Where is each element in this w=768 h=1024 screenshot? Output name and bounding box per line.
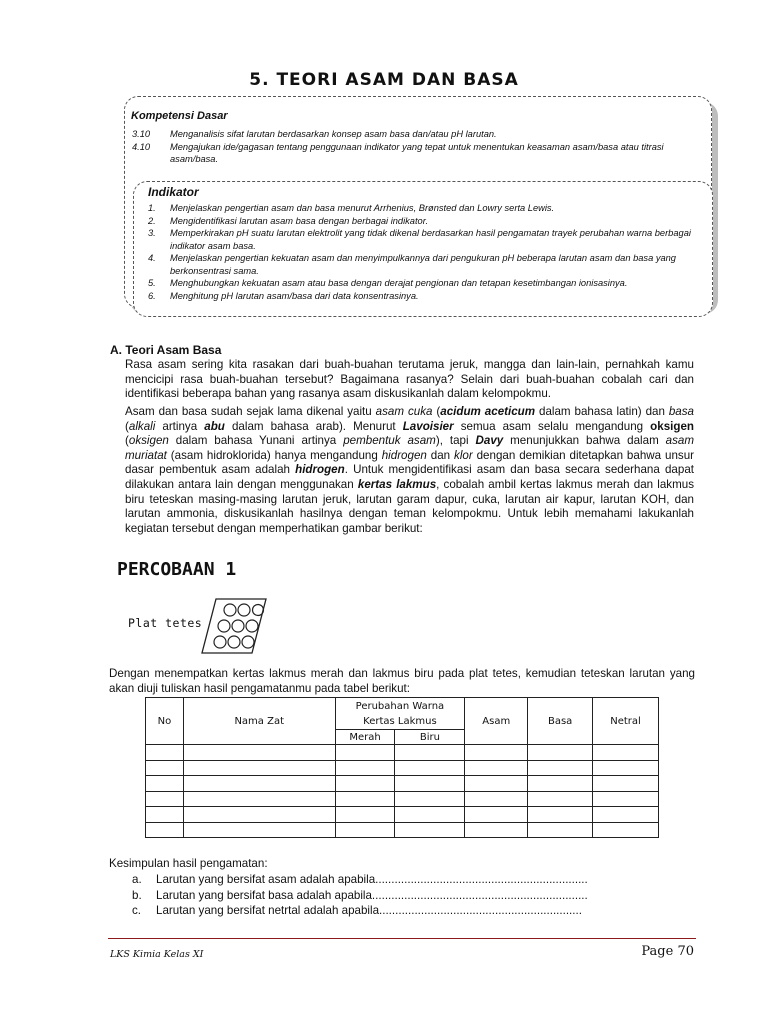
table-cell[interactable]: [528, 822, 593, 838]
indikator-item: [148, 252, 696, 277]
table-cell[interactable]: [395, 791, 465, 807]
table-cell[interactable]: [146, 807, 184, 823]
text-run: klor: [454, 448, 473, 462]
table-cell[interactable]: [183, 776, 335, 792]
table-cell[interactable]: [528, 760, 593, 776]
section-a-heading: A. Teori Asam Basa: [110, 343, 222, 357]
table-cell[interactable]: [593, 822, 659, 838]
table-cell[interactable]: [593, 807, 659, 823]
table-cell[interactable]: [335, 822, 395, 838]
table-cell[interactable]: [335, 776, 395, 792]
col-no: No: [146, 698, 184, 745]
indikator-text: Menjelaskan pengertian asam dan basa menurut Arrhenius, Brønsted dan Lowry serta Lewis.: [170, 203, 555, 213]
section-a-paragraph-2: [125, 405, 694, 536]
table-cell[interactable]: [183, 791, 335, 807]
text-run: , cobalah ambil kertas lakmus merah dan lakmus biru teteskan masing-masing larutan jeruk, larutan garam dapur, cuka, larutan air kapur, larutan KOH, dan larutan ammonia, diskusikanlah hasilnya dengan teman kelompokmu. Untuk lebih memahami lakukanlah kegiatan tersebut dengan memperhatikan gambar berikut:: [125, 477, 695, 535]
page-title: 5. TEORI ASAM DAN BASA: [249, 70, 519, 90]
table-cell[interactable]: [465, 807, 528, 823]
indikator-text: Menjelaskan pengertian kekuatan asam dan menyimpulkannya dari pengukuran pH beberapa larutan asam dan basa yang berkonsentrasi sama.: [170, 253, 676, 276]
kompetensi-item: [132, 128, 697, 141]
table-row: [146, 776, 659, 792]
indikator-num: 2.: [148, 215, 156, 226]
text-run: (: [432, 405, 441, 418]
kesimpulan-item: [132, 872, 588, 888]
table-cell[interactable]: [465, 791, 528, 807]
table-cell[interactable]: [183, 807, 335, 823]
kesimpulan-letter: a.: [132, 873, 142, 886]
table-cell[interactable]: [528, 791, 593, 807]
table-row: [146, 822, 659, 838]
kesimpulan-heading: Kesimpulan hasil pengamatan:: [109, 857, 268, 870]
indikator-text: Memperkirakan pH suatu larutan elektrolit yang tidak dikenal berdasarkan hasil pengamatan trayek perubahan warna berbagai indikator asam basa.: [170, 228, 691, 251]
table-row: [146, 807, 659, 823]
table-cell[interactable]: [146, 776, 184, 792]
table-cell[interactable]: [335, 745, 395, 761]
observation-table: [145, 697, 659, 838]
indikator-list: [148, 202, 696, 302]
percobaan-heading: PERCOBAAN 1: [117, 559, 237, 580]
plat-tetes-label: Plat tetes: [128, 616, 203, 630]
kompetensi-text: Mengajukan ide/gagasan tentang penggunaan indikator yang tepat untuk menentukan keasaman asam/basa atau titrasi asam/basa.: [170, 141, 664, 164]
text-run: artinya: [155, 419, 205, 433]
kompetensi-num: 4.10: [132, 141, 151, 152]
text-run: Davy: [475, 434, 504, 448]
table-cell[interactable]: [593, 776, 659, 792]
col-nama-zat: Nama Zat: [183, 698, 335, 745]
kesimpulan-text: Larutan yang bersifat netrtal adalah apabila...............................................................: [156, 904, 582, 917]
col-basa: Basa: [528, 698, 593, 745]
page-number: Page 70: [641, 944, 694, 959]
text-run: menunjukkan bahwa dalam: [503, 434, 666, 448]
table-cell[interactable]: [183, 760, 335, 776]
indikator-num: 1.: [148, 203, 156, 213]
perubahan-line-1: Perubahan Warna: [355, 700, 445, 712]
kesimpulan-list: [132, 872, 588, 919]
kesimpulan-text: Larutan yang bersifat asam adalah apabila..................................................................: [156, 873, 588, 886]
indikator-num: 6.: [148, 290, 156, 301]
table-cell[interactable]: [593, 745, 659, 761]
table-cell[interactable]: [395, 745, 465, 761]
perubahan-line-2: Kertas Lakmus: [363, 715, 437, 727]
text-run: dalam bahasa latin) dan: [535, 405, 669, 418]
table-cell[interactable]: [335, 791, 395, 807]
indikator-item: [148, 290, 696, 303]
text-run: ), tapi: [435, 434, 476, 448]
text-run: dalam bahasa arab). Menurut: [224, 419, 403, 433]
kesimpulan-item: [132, 903, 588, 919]
text-run: dan: [426, 448, 455, 462]
kompetensi-num: 3.10: [132, 129, 151, 139]
kompetensi-item: [132, 141, 697, 166]
plat-tetes-diagram: [200, 597, 270, 657]
text-run: asam muriatat: [125, 434, 695, 462]
table-cell[interactable]: [465, 776, 528, 792]
indikator-heading: Indikator: [148, 185, 199, 199]
kompetensi-heading: Kompetensi Dasar: [131, 110, 228, 122]
table-cell[interactable]: [395, 822, 465, 838]
indikator-item: [148, 277, 696, 290]
table-row: [146, 745, 659, 761]
text-run: alkali: [128, 419, 156, 433]
footer-rule: [108, 938, 696, 939]
kompetensi-list: [132, 128, 697, 166]
indikator-num: 3.: [148, 228, 156, 238]
table-cell[interactable]: [465, 822, 528, 838]
text-run: pembentuk asam: [343, 434, 436, 448]
col-asam: Asam: [465, 698, 528, 745]
kesimpulan-text: Larutan yang bersifat basa adalah apabila...................................................................: [156, 888, 588, 902]
col-merah: Merah: [335, 730, 395, 745]
table-cell[interactable]: [528, 745, 593, 761]
text-run: asam cuka: [375, 405, 433, 418]
text-run: basa: [668, 405, 694, 418]
text-run: hidrogen: [295, 463, 345, 477]
text-run: kertas lakmus: [357, 477, 437, 491]
text-run: dengan demikian ditetapkan bahwa unsur dasar pembentuk asam adalah: [125, 448, 694, 477]
kompetensi-text: Menganalisis sifat larutan berdasarkan konsep asam basa dan/atau pH larutan.: [170, 129, 497, 139]
table-cell[interactable]: [528, 807, 593, 823]
section-a-paragraph-1: Rasa asam sering kita rasakan dari buah-buahan terutama jeruk, mangga dan lain-lain, pernahkah kamu mencicipi rasa buah-buahan tersebut? Bagaimana rasanya? Selain dari buah-buahan cobalah cari dan identifikasi beberapa bahan yang rasanya asam diskusikanlah dalam kelompokmu.: [125, 358, 694, 401]
indikator-item: [148, 227, 696, 252]
text-run: oksigen: [650, 419, 694, 433]
indikator-item: [148, 202, 696, 215]
table-cell[interactable]: [395, 776, 465, 792]
table-cell[interactable]: [146, 745, 184, 761]
table-cell[interactable]: [465, 760, 528, 776]
table-cell[interactable]: [528, 776, 593, 792]
table-cell[interactable]: [335, 760, 395, 776]
table-cell[interactable]: [335, 807, 395, 823]
table-cell[interactable]: [183, 822, 335, 838]
kesimpulan-letter: c.: [132, 904, 142, 917]
indikator-num: 5.: [148, 278, 156, 288]
percobaan-instruction: Dengan menempatkan kertas lakmus merah dan lakmus biru pada plat tetes, kemudian teteskan larutan yang akan diuji tuliskan hasil pengamatanmu pada tabel berikut:: [109, 667, 695, 695]
col-netral: Netral: [593, 698, 659, 745]
table-cell[interactable]: [146, 822, 184, 838]
indikator-text: Menghitung pH larutan asam/basa dari data konsentrasinya.: [170, 290, 419, 301]
table-row: [146, 760, 659, 776]
indikator-item: [148, 215, 696, 228]
text-run: abu: [204, 419, 225, 433]
text-run: (asam hidroklorida) hanya mengandung: [166, 448, 382, 462]
text-run: (: [125, 419, 129, 433]
text-run: (: [125, 434, 129, 448]
text-run: dalam bahasa Yunani artinya: [168, 434, 344, 448]
table-cell[interactable]: [146, 760, 184, 776]
text-run: acidum aceticum: [440, 405, 536, 418]
text-run: Lavoisier: [402, 419, 454, 433]
col-perubahan-warna: [335, 698, 465, 730]
indikator-num: 4.: [148, 253, 156, 263]
table-cell[interactable]: [593, 791, 659, 807]
plate-outline: [202, 599, 266, 653]
indikator-box: [133, 181, 713, 317]
text-run: Asam dan basa sudah sejak lama dikenal yaitu: [125, 405, 376, 418]
table-cell[interactable]: [465, 745, 528, 761]
text-run: oksigen: [128, 434, 169, 448]
table-cell[interactable]: [395, 760, 465, 776]
table-cell[interactable]: [146, 791, 184, 807]
text-run: semua asam selalu mengandung: [453, 419, 651, 433]
table-row: [146, 791, 659, 807]
table-cell[interactable]: [395, 807, 465, 823]
text-run: . Untuk mengidentifikasi asam dan basa secara sederhana dapat dilakukan antara lain dengan menggunakan: [125, 463, 694, 491]
kesimpulan-item: [132, 888, 588, 904]
col-biru: Biru: [395, 730, 465, 745]
footer-left-text: LKS Kimia Kelas XI: [110, 949, 204, 960]
text-run: hidrogen: [381, 448, 427, 462]
table-cell[interactable]: [593, 760, 659, 776]
kesimpulan-letter: b.: [132, 888, 142, 902]
table-cell[interactable]: [183, 745, 335, 761]
indikator-text: Mengidentifikasi larutan asam basa dengan berbagai indikator.: [170, 215, 429, 226]
indikator-text: Menghubungkan kekuatan asam atau basa dengan derajat pengionan dan tetapan kesetimbangan ionisasinya.: [170, 278, 628, 288]
